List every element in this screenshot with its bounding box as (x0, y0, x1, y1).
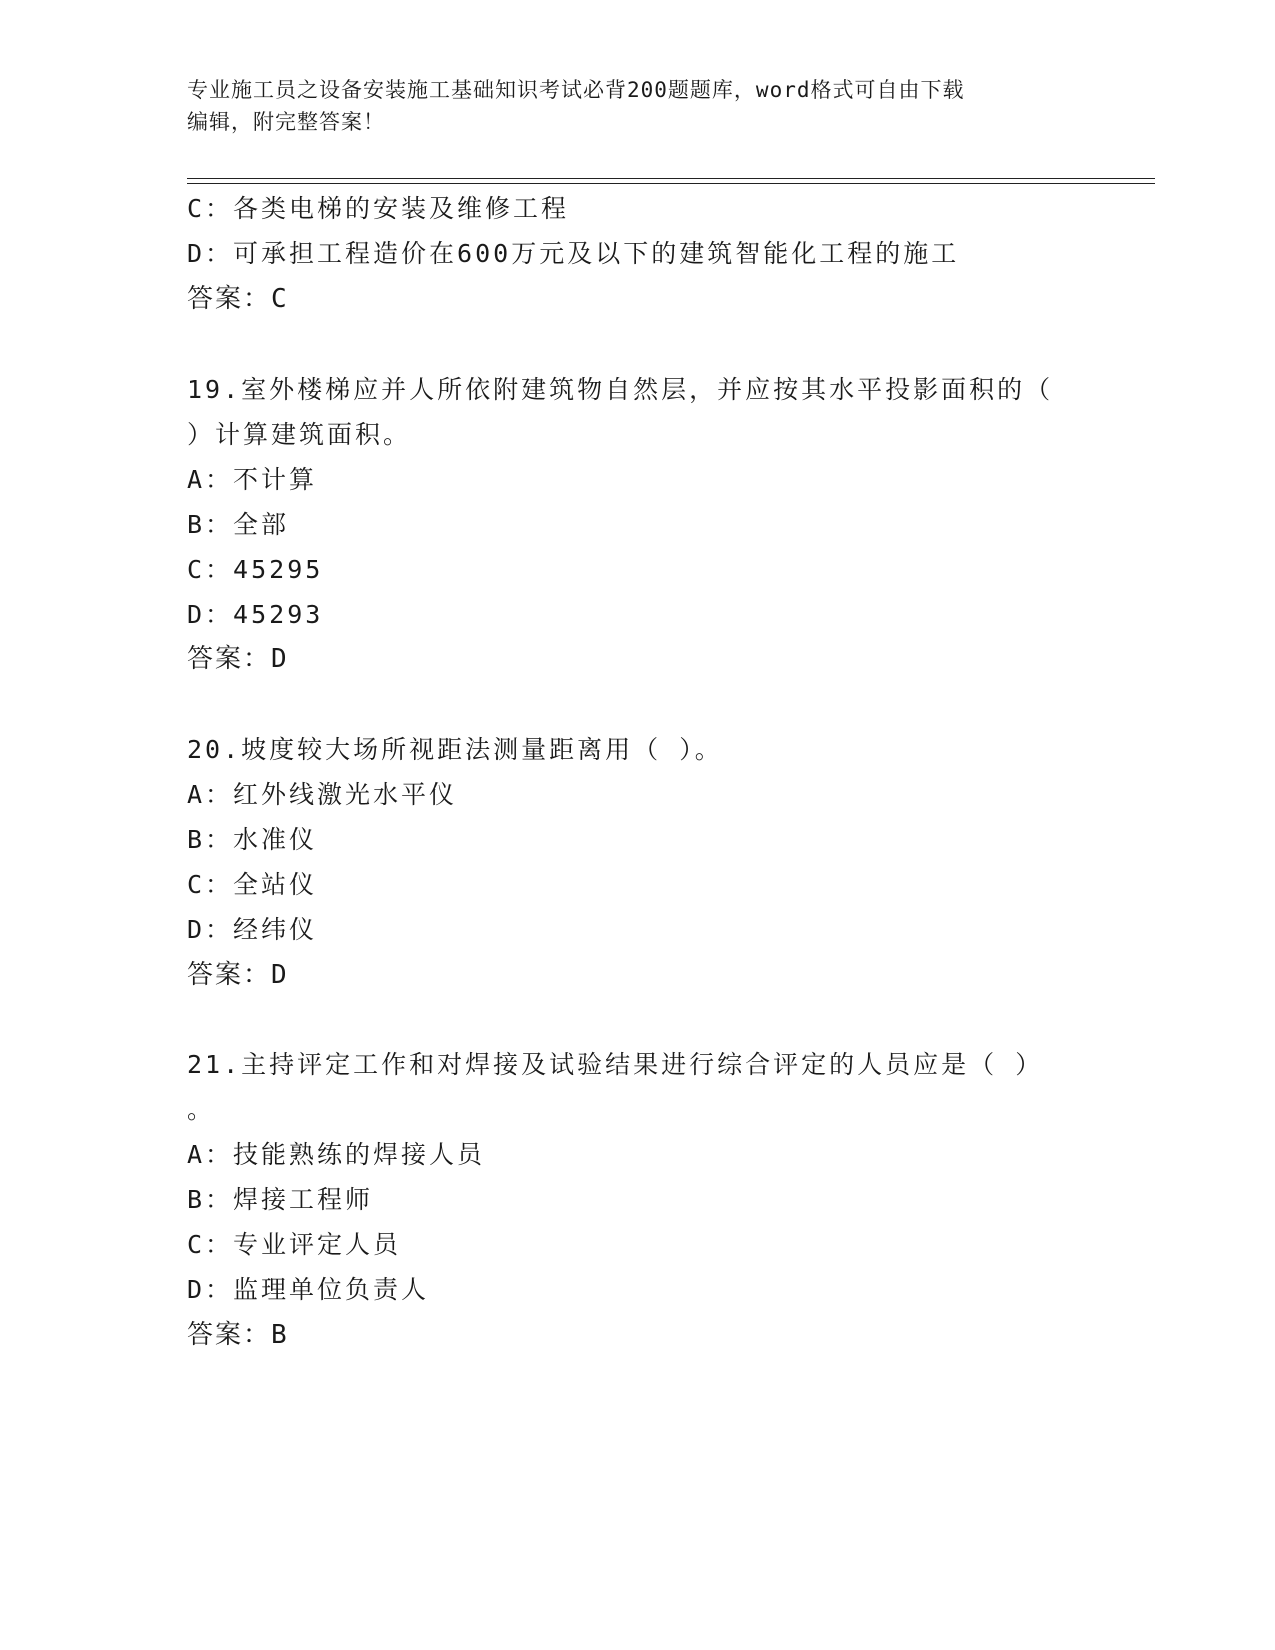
header-divider-top (187, 178, 1155, 179)
q18-option-c: C：各类电梯的安装及维修工程 (187, 194, 570, 223)
q18-option-d: D：可承担工程造价在600万元及以下的建筑智能化工程的施工 (187, 239, 960, 268)
document-header (187, 74, 1087, 138)
answer-label: 答案： (187, 644, 272, 674)
q20-stem-line1: 20.坡度较大场所视距法测量距离用（ ）。 (187, 735, 723, 764)
q21-stem-line2: 。 (187, 1095, 216, 1124)
q21-option-b: B：焊接工程师 (187, 1185, 374, 1214)
q20-option-b: B：水准仪 (187, 825, 318, 854)
answer-label: 答案： (187, 284, 272, 314)
q19-stem-line2: ）计算建筑面积。 (187, 420, 412, 449)
q21-answer (187, 1319, 289, 1351)
q20-option-a: A：红外线激光水平仪 (187, 780, 458, 809)
q20-answer (187, 959, 289, 991)
q21-option-c: C：专业评定人员 (187, 1230, 402, 1259)
q19-answer (187, 643, 289, 675)
q19-option-c: C：45295 (187, 555, 324, 584)
q21-option-d: D：监理单位负责人 (187, 1275, 430, 1304)
q19-option-a: A：不计算 (187, 465, 318, 494)
answer-label: 答案： (187, 960, 272, 990)
answer-value: B (271, 1320, 289, 1350)
answer-value: D (271, 644, 289, 674)
q19-option-d: D：45293 (187, 600, 324, 629)
answer-value: D (271, 960, 289, 990)
header-title-line2: 编辑，附完整答案！ (187, 110, 385, 134)
q21-stem-line1: 21.主持评定工作和对焊接及试验结果进行综合评定的人员应是（ ） (187, 1050, 1044, 1079)
q19-option-b: B：全部 (187, 510, 290, 539)
q20-option-d: D：经纬仪 (187, 915, 318, 944)
q18-answer (187, 283, 289, 315)
q21-option-a: A：技能熟练的焊接人员 (187, 1140, 486, 1169)
header-divider-bottom (187, 183, 1155, 184)
header-title-line1: 专业施工员之设备安装施工基础知识考试必背200题题库，word格式可自由下载 (187, 78, 965, 102)
q19-stem-line1: 19.室外楼梯应并人所依附建筑物自然层，并应按其水平投影面积的（ (187, 375, 1054, 404)
answer-value: C (271, 284, 289, 314)
q20-option-c: C：全站仪 (187, 870, 318, 899)
answer-label: 答案： (187, 1320, 272, 1350)
